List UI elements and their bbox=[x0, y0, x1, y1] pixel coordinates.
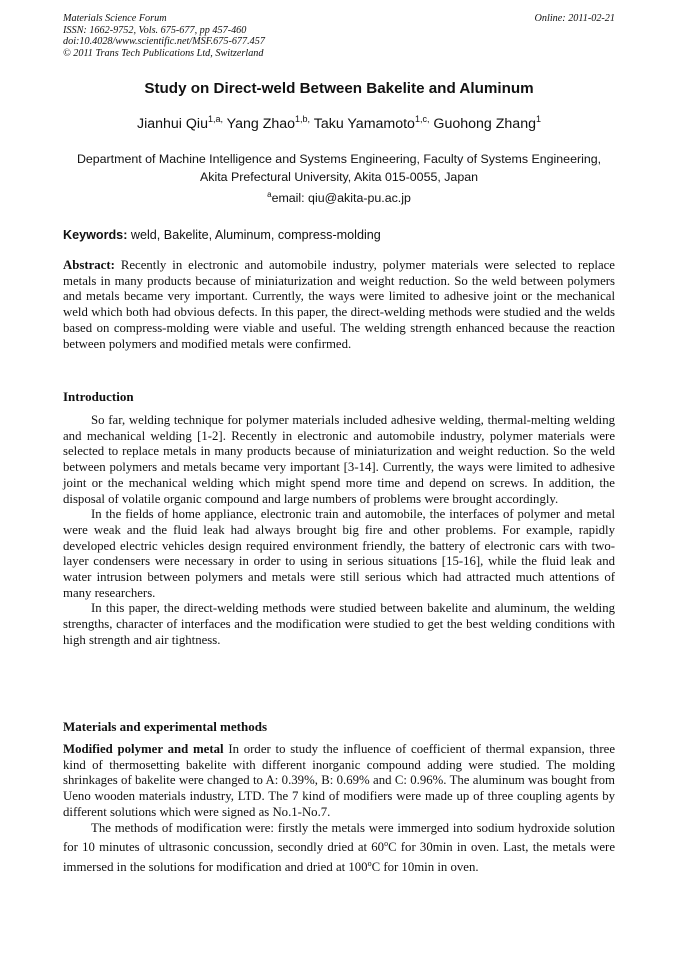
journal-name: Materials Science Forum bbox=[63, 13, 167, 24]
abstract-text: Recently in electronic and automobile industry, polymer materials were selected to replace metals in many products because of miniaturization and weight reduction. So the weld between polymers and metals became very important. Currently, the ways were limited to adhesive joint or the mechanical weld which both had obvious defects. In this paper, the direct-welding methods were studied and the welds based on compress-molding were viable and useful. The welding strength enhanced because the reaction between polymers and modified metals were confirmed. bbox=[63, 258, 615, 351]
copyright-line: © 2011 Trans Tech Publications Ltd, Switzerland bbox=[63, 47, 264, 59]
affiliation-line: Akita Prefectural University, Akita 015-0055, Japan bbox=[199, 170, 478, 184]
online-date: Online: 2011-02-21 bbox=[534, 13, 615, 24]
author-affiliation-mark: 1 bbox=[535, 114, 541, 124]
email-line bbox=[0, 190, 678, 205]
section-heading-methods: Materials and experimental methods bbox=[63, 719, 268, 734]
methods-body bbox=[63, 742, 615, 876]
affiliation-line: Department of Machine Intelligence and Systems Engineering, Faculty of Systems Engineering, bbox=[76, 152, 602, 166]
paragraph-text: C for 30min in oven. Last, the metals were immersed in the solutions for modification and dried at 100 bbox=[63, 840, 615, 874]
paragraph: In this paper, the direct-welding methods were studied between bakelite and aluminum, the welding strengths, character of interfaces and the modification were studied to get the best welding conditions with high strength and air tightness. bbox=[63, 601, 615, 647]
paragraph-text: The methods of modification were: firstly the metals were immerged into sodium hydroxide solution for 10 minutes of ultrasonic concussion, secondly dried at 60 bbox=[63, 820, 615, 855]
paragraph: So far, welding technique for polymer materials included adhesive welding, thermal-melting welding and mechanical welding [1-2]. Recently in electronic and automobile industry, polymer materials were selected to replace metals in many products because of miniaturization and weight reduction. So the weld between polymers and metals became very important [3-14]. Currently, the ways were limited to adhesive joint or the mechanical welding which might spend more time and depend on screws. In addition, the disposal of volatile organic compound and large numbers of problems were brought accordingly. bbox=[63, 413, 615, 506]
author-name: Yang Zhao bbox=[226, 116, 296, 132]
author-name: Guohong Zhang bbox=[433, 116, 536, 132]
email-address: email: qiu@akita-pu.ac.jp bbox=[271, 191, 411, 205]
abstract bbox=[63, 258, 615, 352]
author-name: Taku Yamamoto bbox=[313, 116, 415, 132]
doi-line: doi:10.4028/www.scientific.net/MSF.675-677.457 bbox=[63, 36, 265, 48]
paragraph-text: In order to study the influence of coefficient of thermal expansion, three kind of thermosetting bakelite with different inorganic compound adding were studied. The molding shrinkages of bakelite were changed to A: 0.39%, B: 0.69% and C: 0.96%. The aluminum was bought from Ueno wooden materials industry, LTD. The 7 kind of modifiers were made up of three coupling agents by different solutions which were signed as No.1-No.7. bbox=[63, 742, 615, 819]
author-list bbox=[0, 114, 678, 132]
paragraph bbox=[63, 742, 615, 821]
keywords bbox=[63, 228, 615, 242]
section-heading-introduction: Introduction bbox=[63, 389, 134, 404]
journal-header bbox=[63, 13, 615, 59]
author-affiliation-mark: 1,a, bbox=[207, 114, 223, 124]
author-affiliation-mark: 1,b, bbox=[295, 114, 311, 124]
author-name: Jianhui Qiu bbox=[136, 116, 208, 132]
email-mark: a bbox=[267, 190, 272, 199]
paragraph-text: C for 10min in oven. bbox=[371, 859, 479, 874]
paper-title: Study on Direct-weld Between Bakelite and Aluminum bbox=[144, 80, 534, 97]
paragraph: In the fields of home appliance, electronic train and automobile, the interfaces of polymer and metal were weak and the fluid leak had always brought big fire and other problems. For example, rapidly developed electric vehicles design required environment friendly, the battery of electronic cars with two-layer condensers were necessary in order to using in serious situations [15-16], while the fluid leak and water intrusion between polymers and metals were still serious which had attracted much attentions of many researchers. bbox=[63, 507, 615, 600]
degree-mark: o bbox=[384, 839, 389, 849]
degree-mark: o bbox=[367, 858, 372, 868]
affiliation bbox=[40, 150, 638, 186]
subsection-heading: Modified polymer and metal bbox=[63, 742, 224, 756]
paragraph bbox=[63, 821, 615, 876]
keywords-label: Keywords: bbox=[63, 228, 128, 242]
author-affiliation-mark: 1,c, bbox=[414, 114, 430, 124]
introduction-body bbox=[63, 413, 615, 649]
issn-line: ISSN: 1662-9752, Vols. 675-677, pp 457-460 bbox=[63, 24, 247, 36]
abstract-label: Abstract: bbox=[63, 258, 115, 272]
keywords-text: weld, Bakelite, Aluminum, compress-molding bbox=[127, 228, 381, 242]
